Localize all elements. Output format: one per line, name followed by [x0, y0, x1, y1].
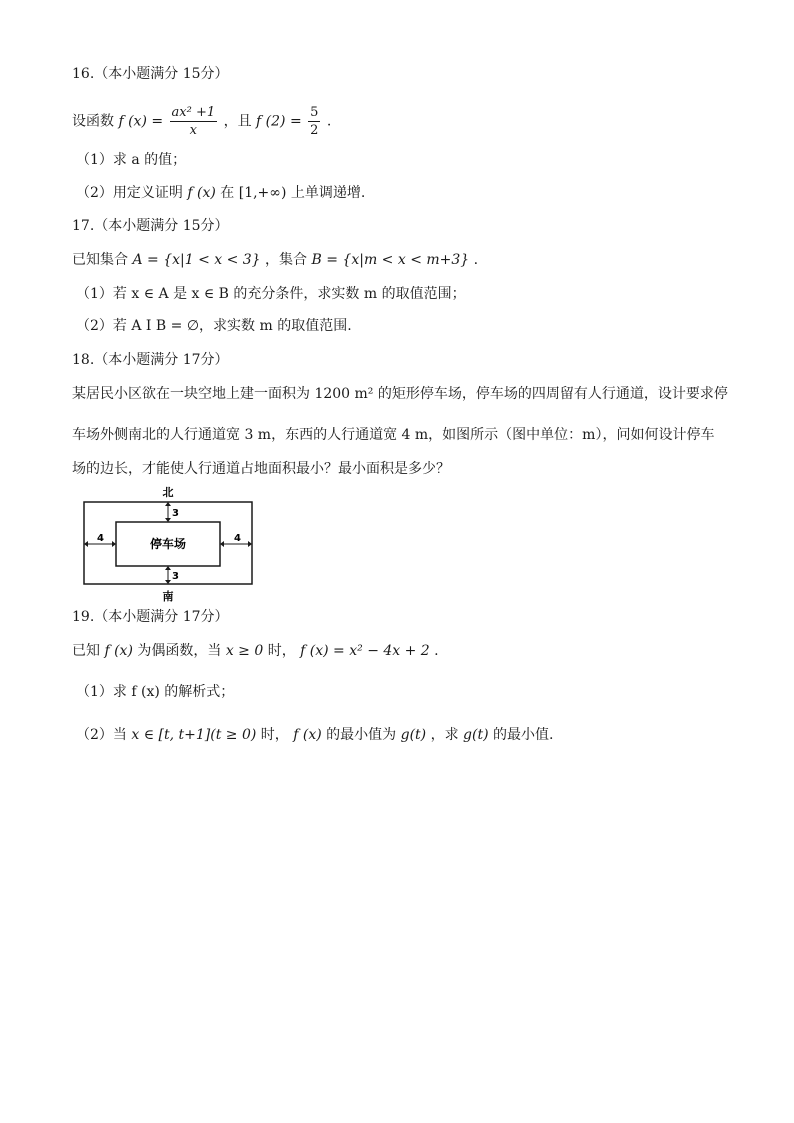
q19-part2-c: 的最小值为	[326, 727, 397, 743]
q19-part2-b: 时，	[260, 727, 289, 743]
q17-set-b: B = {x|m < x < m+3}	[311, 252, 470, 268]
parking-lot-diagram	[76, 482, 260, 604]
south-label: 南	[162, 590, 174, 603]
q19-condition: x ≥ 0	[225, 643, 264, 659]
q16-fx: f (x) =	[118, 113, 164, 130]
q17-set-a: A = {x|1 < x < 3}	[132, 252, 261, 268]
right-width-label: 4	[234, 533, 241, 544]
q18-line-3: 场的边长，才能使人行通道占地面积最小？最小面积是多少？	[72, 461, 450, 477]
q16-part2-b: 在	[220, 185, 235, 201]
q16-part2	[76, 183, 365, 203]
q19-statement	[72, 641, 439, 661]
q16-value-numerator: 5	[310, 105, 319, 120]
north-label: 北	[162, 486, 174, 499]
q16-statement	[72, 104, 331, 139]
q16-and: ，且	[223, 113, 252, 130]
q16-f2: f (2) =	[256, 113, 302, 130]
q19-part1: （1）求 f (x) 的解析式；	[76, 684, 235, 700]
left-width-label: 4	[97, 533, 104, 544]
q16-part2-f: f (x)	[187, 185, 216, 201]
q19-part2-a: （2）当	[76, 727, 127, 743]
q19-part2-e: 的最小值.	[493, 727, 554, 743]
top-width-label: 3	[172, 508, 179, 519]
q19-expression: f (x) = x² − 4x + 2	[300, 643, 430, 659]
q16-intro: 设函数	[72, 113, 114, 130]
q16-end: .	[326, 113, 332, 130]
q16-heading: 16.（本小题满分 15分）	[72, 66, 229, 82]
q18-line-1: 某居民小区欲在一块空地上建一面积为 1200 m² 的矩形停车场，停车场的四周留有人行通道，设计要求停	[72, 386, 728, 402]
q16-fraction-numerator: ax² +1	[171, 105, 216, 120]
q16-value-fraction	[308, 104, 320, 139]
q19-intro-b: 为偶函数，当	[137, 643, 222, 659]
q17-intro-b: ，集合	[265, 252, 308, 268]
q19-end: .	[434, 643, 439, 659]
q16-part2-c: 上单调递增.	[290, 185, 366, 201]
q18-heading: 18.（本小题满分 17分）	[72, 352, 229, 368]
q16-fraction-denominator: x	[189, 123, 198, 138]
q19-heading: 19.（本小题满分 17分）	[72, 609, 229, 625]
q16-value-denominator: 2	[310, 123, 319, 138]
q17-intro-a: 已知集合	[72, 252, 128, 268]
q19-part2-range: x ∈ [t, t+1](t ≥ 0)	[131, 727, 257, 743]
q19-part2-g: g(t)	[400, 727, 427, 743]
q19-part2-d: ，求	[430, 727, 459, 743]
q16-part1: （1）求 a 的值；	[76, 152, 187, 168]
q19-intro-a: 已知	[72, 643, 100, 659]
q19-fx: f (x)	[104, 643, 133, 659]
q18-line-2: 车场外侧南北的人行通道宽 3 m，东西的人行通道宽 4 m，如图所示（图中单位：m），问如何设计停车	[72, 427, 715, 443]
q16-fraction	[170, 104, 218, 139]
q17-heading: 17.（本小题满分 15分）	[72, 218, 229, 234]
q16-part2-interval: [1,+∞)	[238, 185, 287, 201]
q19-part2-f: f (x)	[293, 727, 322, 743]
q16-part2-a: （2）用定义证明	[76, 185, 183, 201]
q17-end: .	[473, 252, 479, 268]
q19-part2	[76, 725, 553, 745]
q17-part1: （1）若 x ∈ A 是 x ∈ B 的充分条件，求实数 m 的取值范围；	[76, 286, 466, 302]
q17-part2: （2）若 A I B = ∅，求实数 m 的取值范围.	[76, 318, 352, 334]
parking-lot-label: 停车场	[149, 537, 187, 551]
q19-part2-g2: g(t)	[463, 727, 489, 743]
bottom-width-label: 3	[172, 571, 179, 582]
q19-intro-c: 时，	[267, 643, 296, 659]
q17-statement	[72, 250, 478, 270]
